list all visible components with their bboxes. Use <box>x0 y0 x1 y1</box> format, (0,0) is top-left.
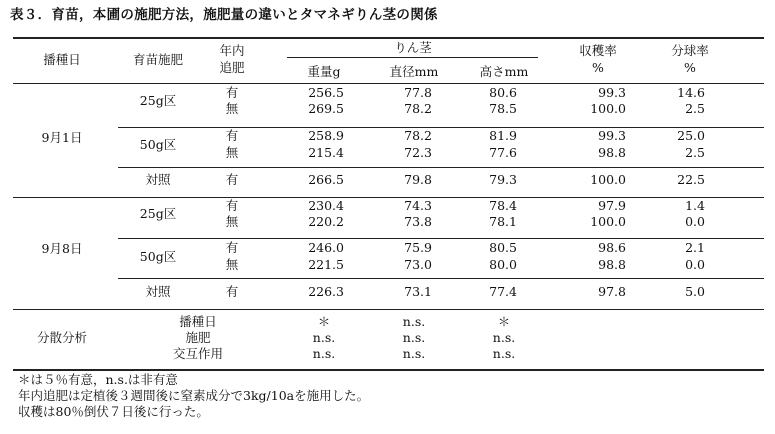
split-cell: 5.0 <box>685 284 705 299</box>
height-cell: 80.6 <box>489 85 517 100</box>
bulb-header-rule <box>287 57 538 58</box>
diameter-cell: 74.3 <box>404 198 432 213</box>
anova-factor-name: 交互作用 <box>172 346 224 361</box>
diameter-cell: 73.0 <box>404 257 432 272</box>
anova-factor-name: 施肥 <box>185 330 211 345</box>
header-yield-line2: % <box>592 60 604 75</box>
topdress-cell: 有 <box>225 85 239 100</box>
split-cell: 14.6 <box>677 85 705 100</box>
anova-top-rule <box>13 309 764 310</box>
height-cell: 80.0 <box>489 257 517 272</box>
yield-cell: 98.8 <box>598 257 626 272</box>
footnote-2: 年内追肥は定植後３週間後に窒素成分で3kg/10aを施用した。 <box>18 388 370 403</box>
group-rule-2 <box>118 167 764 168</box>
header-split-line2: % <box>684 60 696 75</box>
header-yield-line1: 収穫率 <box>579 43 617 58</box>
weight-cell: 266.5 <box>308 172 344 187</box>
topdress-cell: 無 <box>225 214 239 229</box>
anova-height-cell: n.s. <box>492 330 516 345</box>
yield-cell: 97.9 <box>598 198 626 213</box>
topdress-cell: 有 <box>225 284 239 299</box>
nursery-fert-cell: 25g区 <box>139 206 177 221</box>
split-cell: 0.0 <box>685 214 705 229</box>
sowing-date-cell: 9月1日 <box>41 130 83 145</box>
nursery-fert-cell: 対照 <box>145 172 171 187</box>
header-topdress-line2: 追肥 <box>219 60 245 75</box>
weight-cell: 230.4 <box>308 198 344 213</box>
diameter-cell: 73.8 <box>404 214 432 229</box>
split-cell: 2.5 <box>685 145 705 160</box>
yield-cell: 99.3 <box>598 85 626 100</box>
group-rule-3 <box>118 238 764 239</box>
group-rule-1 <box>118 127 764 128</box>
topdress-cell: 無 <box>225 145 239 160</box>
diameter-cell: 79.8 <box>404 172 432 187</box>
height-cell: 78.5 <box>489 101 517 116</box>
height-cell: 77.6 <box>489 145 517 160</box>
header-nursery-fert: 育苗施肥 <box>132 52 184 67</box>
sowing-date-cell: 9月8日 <box>41 241 83 256</box>
header-bulb: りん茎 <box>394 40 432 55</box>
nursery-fert-cell: 50g区 <box>139 137 177 152</box>
header-sowing-date: 播種日 <box>43 52 81 67</box>
split-cell: 0.0 <box>685 257 705 272</box>
anova-weight-cell: ＊ <box>317 314 331 329</box>
weight-cell: 246.0 <box>308 240 344 255</box>
diameter-cell: 72.3 <box>404 145 432 160</box>
weight-cell: 258.9 <box>308 128 344 143</box>
header-topdress-line1: 年内 <box>219 43 245 58</box>
split-cell: 22.5 <box>677 172 705 187</box>
weight-cell: 215.4 <box>308 145 344 160</box>
height-cell: 78.4 <box>489 198 517 213</box>
yield-cell: 98.6 <box>598 240 626 255</box>
split-cell: 25.0 <box>677 128 705 143</box>
table-top-rule <box>13 37 764 39</box>
group-rule-4 <box>118 278 764 279</box>
anova-height-cell: n.s. <box>492 346 516 361</box>
topdress-cell: 無 <box>225 257 239 272</box>
height-cell: 80.5 <box>489 240 517 255</box>
diameter-cell: 75.9 <box>404 240 432 255</box>
anova-factor-name: 播種日 <box>179 314 217 329</box>
nursery-fert-cell: 対照 <box>145 284 171 299</box>
anova-label: 分散分析 <box>37 330 88 345</box>
header-weight: 重量g <box>307 64 341 79</box>
header-height: 高さmm <box>479 64 529 79</box>
split-cell: 2.5 <box>685 101 705 116</box>
height-cell: 81.9 <box>489 128 517 143</box>
anova-diameter-cell: n.s. <box>402 314 426 329</box>
anova-weight-cell: n.s. <box>312 330 336 345</box>
nursery-fert-cell: 25g区 <box>139 93 177 108</box>
split-cell: 2.1 <box>685 240 705 255</box>
header-diameter: 直径mm <box>389 64 439 79</box>
header-bottom-rule <box>13 83 764 84</box>
weight-cell: 256.5 <box>308 85 344 100</box>
diameter-cell: 77.8 <box>404 85 432 100</box>
weight-cell: 226.3 <box>308 284 344 299</box>
nursery-fert-cell: 50g区 <box>139 249 177 264</box>
topdress-cell: 有 <box>225 198 239 213</box>
anova-height-cell: ＊ <box>497 314 511 329</box>
topdress-cell: 有 <box>225 172 239 187</box>
anova-diameter-cell: n.s. <box>402 346 426 361</box>
weight-cell: 269.5 <box>308 101 344 116</box>
split-cell: 1.4 <box>685 198 705 213</box>
footnote-1: ＊は５％有意，n.s.は非有意 <box>18 372 178 387</box>
diameter-cell: 73.1 <box>404 284 432 299</box>
yield-cell: 99.3 <box>598 128 626 143</box>
yield-cell: 98.8 <box>598 145 626 160</box>
anova-weight-cell: n.s. <box>312 346 336 361</box>
yield-cell: 100.0 <box>590 214 626 229</box>
header-split-line1: 分球率 <box>671 43 709 58</box>
topdress-cell: 有 <box>225 240 239 255</box>
weight-cell: 220.2 <box>308 214 344 229</box>
diameter-cell: 78.2 <box>404 128 432 143</box>
table-bottom-rule <box>13 369 764 371</box>
footnote-3: 収穫は80％倒伏７日後に行った。 <box>18 404 209 419</box>
height-cell: 79.3 <box>489 172 517 187</box>
yield-cell: 100.0 <box>590 101 626 116</box>
topdress-cell: 無 <box>225 101 239 116</box>
date-separator-rule <box>13 197 764 198</box>
yield-cell: 97.8 <box>598 284 626 299</box>
topdress-cell: 有 <box>225 128 239 143</box>
height-cell: 77.4 <box>489 284 517 299</box>
anova-diameter-cell: n.s. <box>402 330 426 345</box>
table-title: 表３．育苗，本圃の施肥方法，施肥量の違いとタマネギりん茎の関係 <box>10 7 438 23</box>
diameter-cell: 78.2 <box>404 101 432 116</box>
height-cell: 78.1 <box>489 214 517 229</box>
yield-cell: 100.0 <box>590 172 626 187</box>
weight-cell: 221.5 <box>308 257 344 272</box>
